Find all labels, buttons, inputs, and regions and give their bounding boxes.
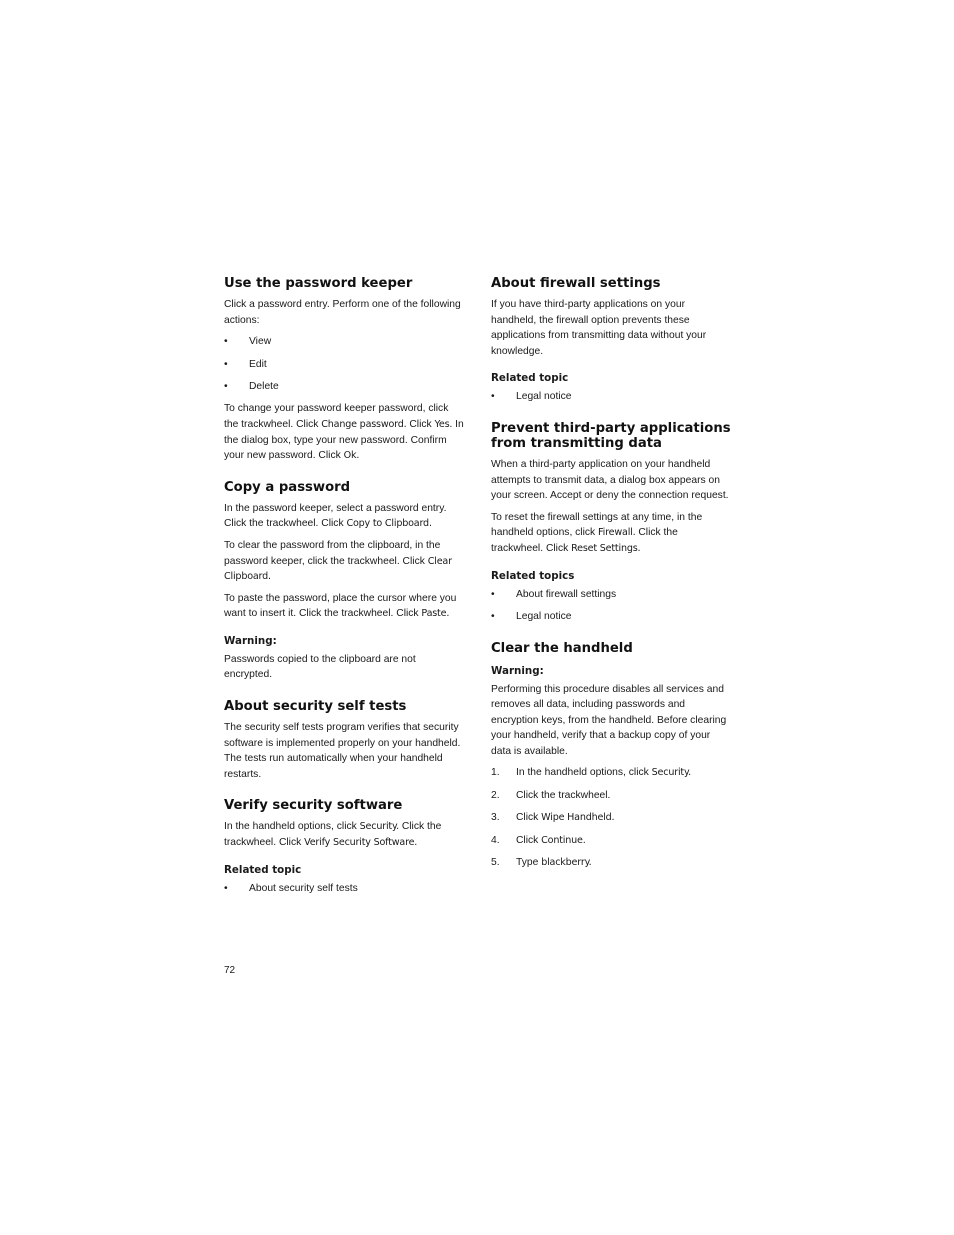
bullet: • (491, 588, 495, 600)
change-password-text: To change your password keeper password, click the trackwheel. Click Change password. Click Yes. In the dialog box, type your new password. Confirm your new password. Click Ok. (224, 403, 464, 462)
warning-text: Performing this procedure disables all services and removes all data, including passwords and encryption keys, from the handheld. Before clearing your handheld, verify that a backup copy of your data is available. (491, 683, 727, 757)
related-topic-item[interactable]: • About firewall settings (491, 587, 731, 603)
firewall-text: If you have third-party applications on your handheld, the firewall option prevents these applications from transmitting data without your knowledge. (491, 299, 707, 357)
page-number: 72 (224, 965, 236, 976)
heading-use-password-keeper: Use the password keeper (224, 276, 413, 291)
ui-term: Wipe Handheld. (541, 812, 615, 824)
heading-copy-password: Copy a password (224, 479, 351, 495)
ui-term: Verify Security Software. (304, 837, 418, 849)
ui-term: Security. (651, 767, 691, 779)
reset-firewall-text: To reset the firewall settings at any time, in the handheld options, click Firewall. Click the trackwheel. Click Reset Settings. (491, 511, 703, 554)
bullet: • (224, 380, 228, 392)
step-number: 4. (491, 834, 500, 846)
ui-term: Firewall. (598, 527, 636, 539)
list-item: • Edit (224, 357, 464, 373)
related-topics-list (491, 389, 731, 405)
self-tests-text: The security self tests program verifies that security software is implemented properly on your handheld. The tests run automatically when your handheld restarts. (224, 722, 461, 780)
related-topic-item[interactable]: • Legal notice (491, 389, 731, 405)
heading-security-self-tests: About security self tests (224, 699, 407, 715)
right-column (491, 276, 731, 887)
warning-label: Warning: (224, 634, 277, 647)
step-item: 5. Type blackberry. (491, 855, 731, 871)
section-verify-security-software (224, 798, 464, 896)
ui-term: Paste. (421, 608, 450, 620)
ui-term: blackberry. (541, 857, 592, 869)
bullet: • (224, 358, 228, 370)
ui-term: Copy to Clipboard. (346, 518, 432, 530)
section-use-password-keeper (224, 276, 464, 464)
step-number: 1. (491, 767, 500, 779)
heading-clear-handheld: Clear the handheld (491, 640, 633, 656)
intro-text: Click a password entry. Perform one of the following actions: (224, 299, 461, 326)
bullet: • (491, 610, 495, 622)
actions-list (224, 334, 464, 394)
heading-prevent-transmitting: Prevent third-party applications from transmitting data (491, 420, 731, 451)
paste-text: To paste the password, place the cursor where you want to insert it. Click the trackwheel. Click Paste. (224, 592, 457, 620)
bullet: • (491, 391, 495, 403)
related-topics-list (224, 881, 464, 897)
step-number: 3. (491, 812, 500, 824)
warning-label: Warning: (491, 664, 544, 677)
heading-about-firewall: About firewall settings (491, 276, 661, 291)
step-item: 4. Click Continue. (491, 833, 731, 849)
related-topic-item[interactable]: • Legal notice (491, 609, 731, 625)
ui-term: Reset Settings. (571, 542, 641, 554)
related-topic-item[interactable]: • About security self tests (224, 881, 464, 897)
step-item: 1. In the handheld options, click Security. (491, 765, 731, 781)
list-item: • View (224, 334, 464, 350)
left-column (224, 276, 464, 912)
step-number: 2. (491, 789, 500, 801)
bullet: • (224, 882, 228, 894)
section-about-firewall (491, 276, 731, 405)
step-item: 3. Click Wipe Handheld. (491, 810, 731, 826)
ui-term: Continue. (541, 834, 586, 846)
clear-clipboard-text: To clear the password from the clipboard, in the password keeper, click the trackwheel. Click Clear Clipboard. (224, 539, 452, 583)
ui-term: Clear Clipboard. (224, 555, 452, 583)
copy-text: In the password keeper, select a password entry. Click the trackwheel. Click Copy to Clipboard. (224, 502, 447, 530)
related-topic-label: Related topic (491, 372, 569, 385)
ui-term: Yes. (434, 418, 453, 430)
ui-term: Change password. (321, 418, 407, 430)
ui-term: Ok. (343, 450, 360, 462)
related-topics-list (491, 587, 731, 625)
prevent-text: When a third-party application on your handheld attempts to transmit data, a dialog box appears on your screen. Accept or deny the connection request. (491, 458, 729, 502)
section-copy-password (224, 480, 464, 683)
section-security-self-tests (224, 699, 464, 782)
bullet: • (224, 336, 228, 348)
warning-text: Passwords copied to the clipboard are not encrypted. (224, 653, 416, 681)
related-topic-label: Related topic (224, 863, 302, 876)
step-number: 5. (491, 857, 500, 869)
heading-verify-security-software: Verify security software (224, 798, 403, 814)
related-topics-label: Related topics (491, 569, 575, 582)
ui-term: Security. (359, 821, 399, 833)
section-clear-handheld (491, 641, 731, 871)
section-prevent-transmitting (491, 421, 731, 625)
step-item: 2. Click the trackwheel. (491, 788, 731, 804)
steps-list (491, 765, 731, 870)
verify-text: In the handheld options, click Security. Click the trackwheel. Click Verify Security Software. (224, 821, 442, 849)
list-item: • Delete (224, 379, 464, 395)
